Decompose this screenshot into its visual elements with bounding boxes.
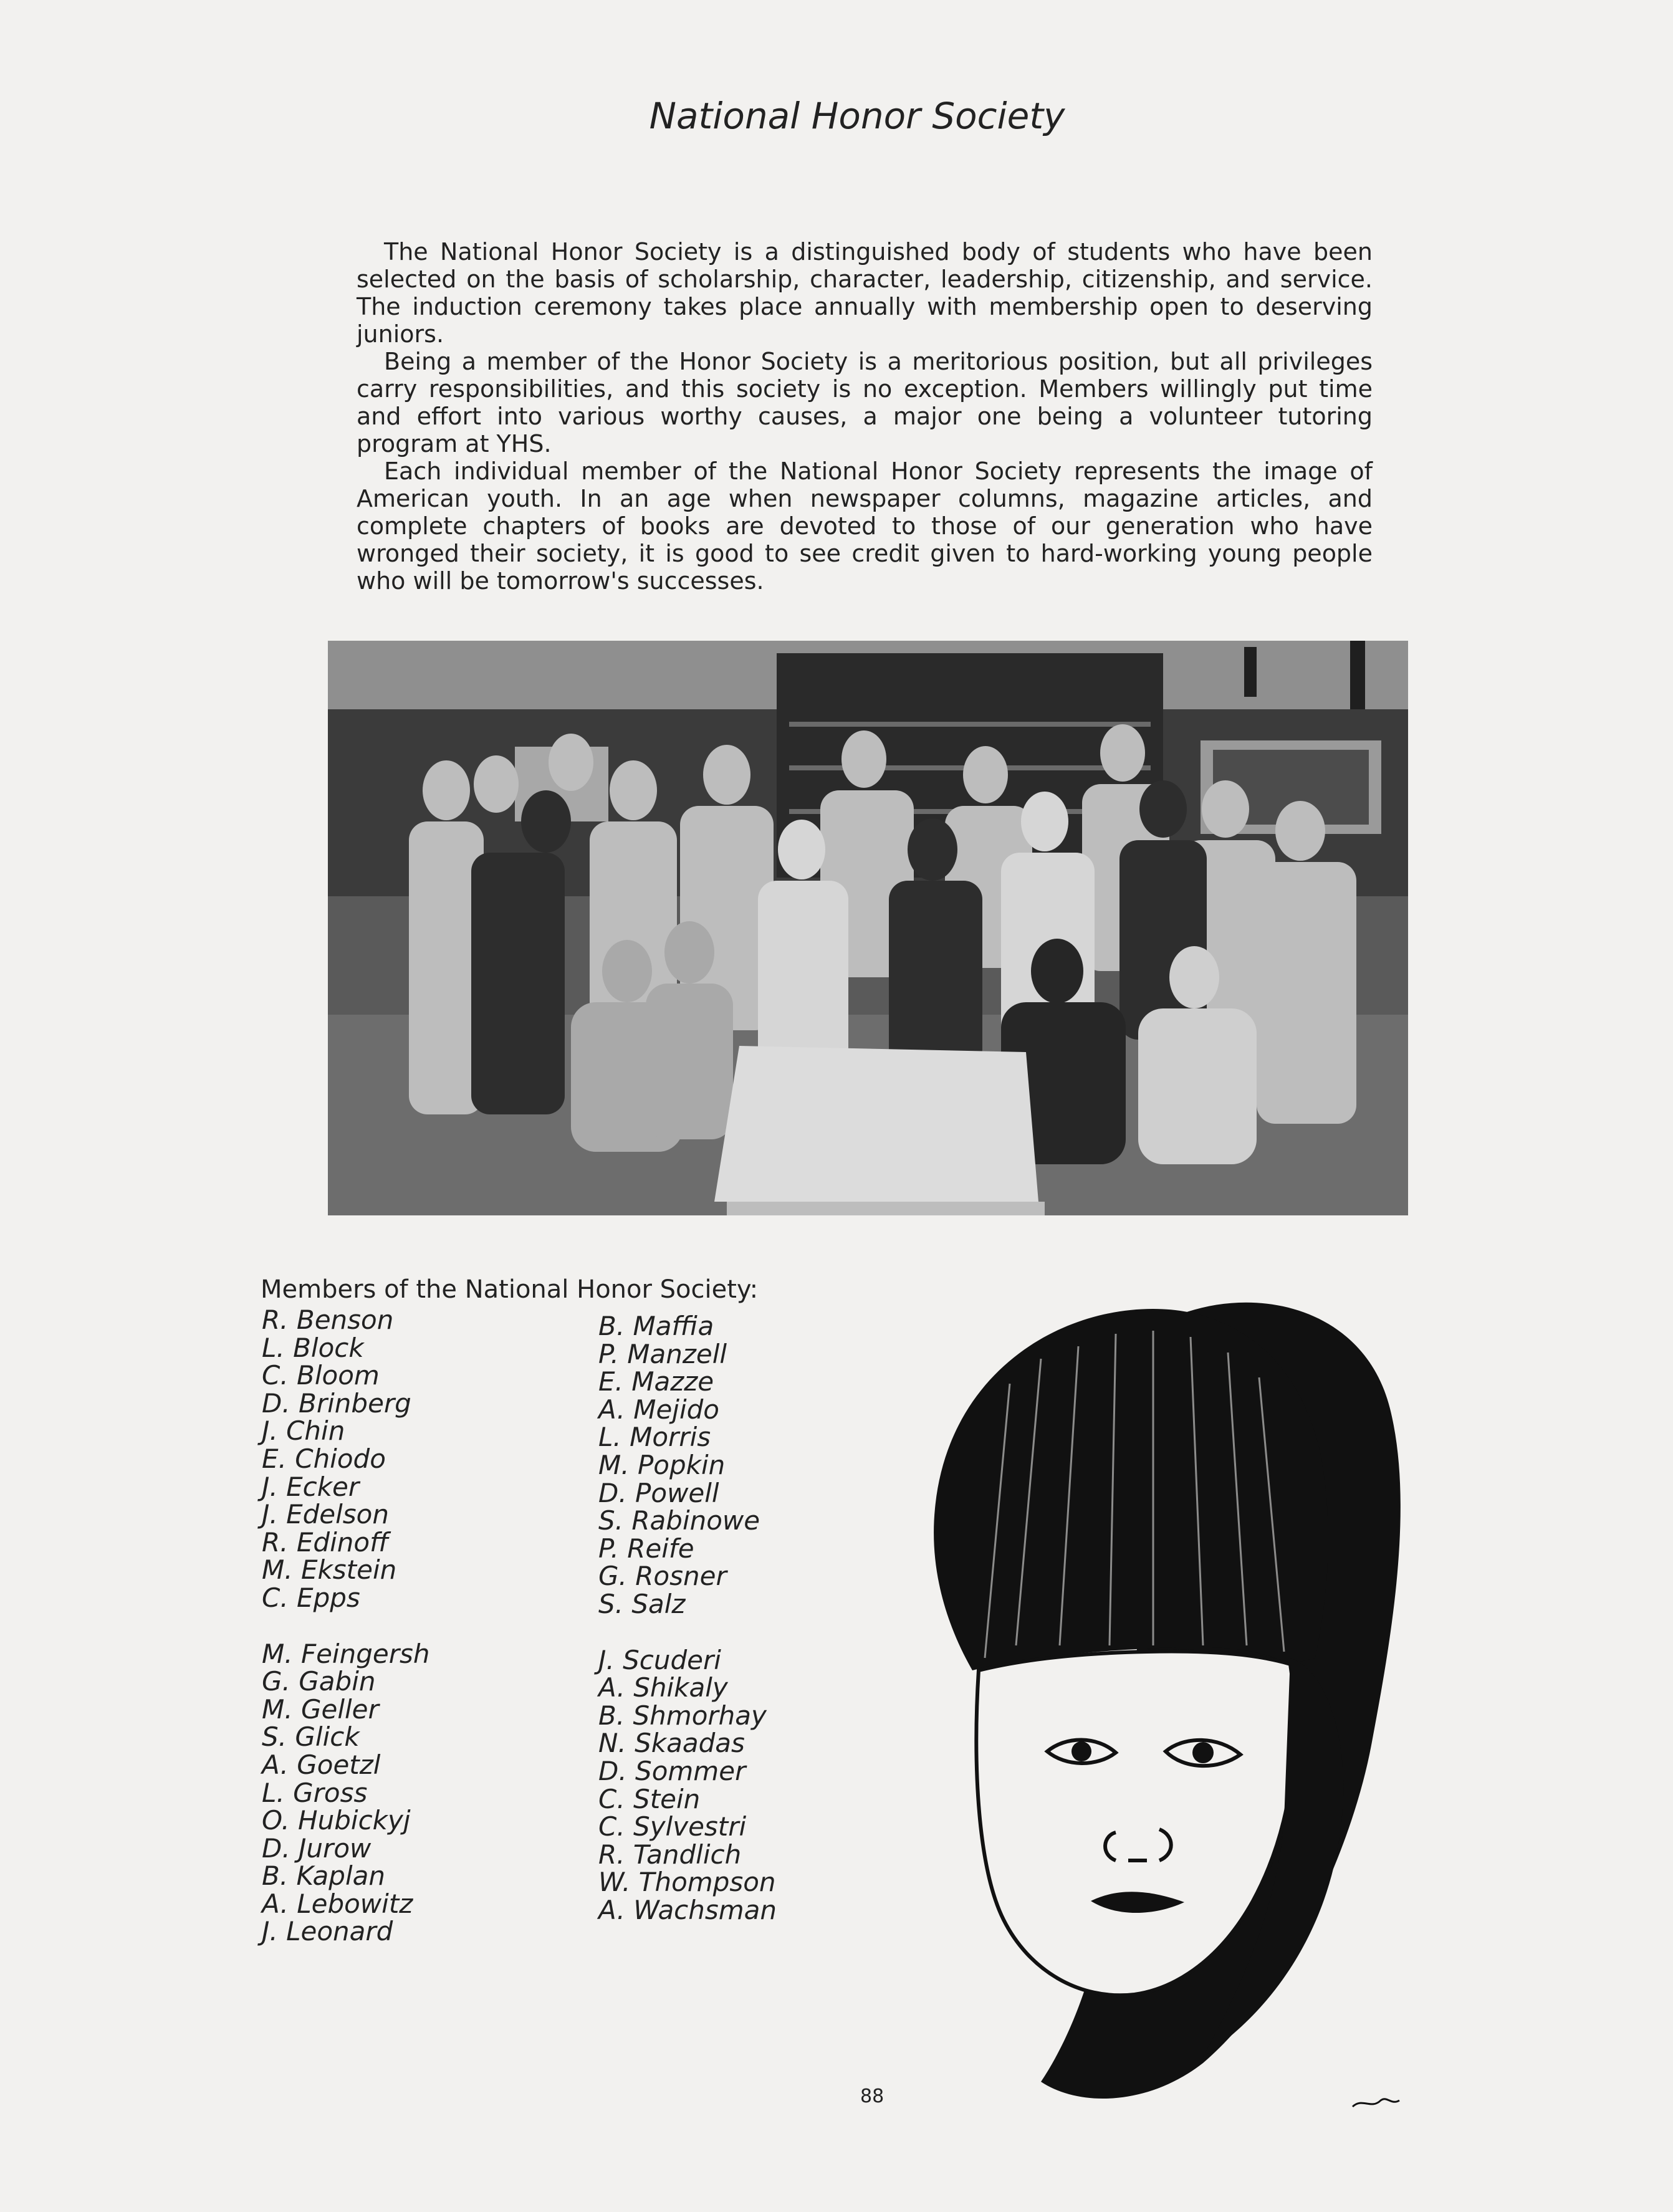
intro-text — [357, 238, 1373, 595]
intro-paragraph-1: The National Honor Society is a distinguished body of students who have been selected on the basis of scholarship, character, leadership, citizenship, and service. The induction ceremony takes place annually with membership open to deserving juniors. — [357, 238, 1373, 348]
member-name: A. Goetzl — [262, 1749, 381, 1780]
member-name: L. Gross — [262, 1777, 368, 1808]
member-name: E. Mazze — [598, 1366, 714, 1397]
group-photo-image — [328, 641, 1408, 1215]
member-name: L. Block — [262, 1332, 364, 1363]
member-name: M. Feingersh — [262, 1638, 430, 1669]
member-name: L. Morris — [598, 1422, 711, 1453]
member-name: M. Ekstein — [262, 1554, 397, 1586]
list-gap — [262, 1612, 430, 1640]
member-name: S. Rabinowe — [598, 1505, 760, 1536]
member-name: N. Skaadas — [598, 1728, 745, 1759]
group-photo — [328, 641, 1408, 1215]
member-name: J. Scuderi — [598, 1644, 721, 1675]
member-name: B. Maffia — [598, 1311, 714, 1341]
member-name: A. Mejido — [598, 1394, 719, 1425]
member-name: O. Hubickyj — [262, 1805, 411, 1836]
members-column-2 — [598, 1313, 777, 1924]
list-gap — [598, 1619, 777, 1647]
member-name: G. Gabin — [262, 1666, 376, 1697]
member-name: A. Wachsman — [598, 1894, 777, 1925]
member-name: D. Brinberg — [262, 1387, 411, 1419]
member-name: P. Reife — [598, 1533, 694, 1564]
members-column-1 — [262, 1306, 430, 1946]
member-name: R. Tandlich — [598, 1839, 742, 1870]
member-name: C. Sylvestri — [598, 1811, 747, 1842]
member-name: D. Powell — [598, 1477, 719, 1508]
member-name: R. Edinoff — [262, 1526, 389, 1558]
members-heading: Members of the National Honor Society: — [261, 1275, 759, 1304]
member-name: R. Benson — [262, 1305, 394, 1335]
member-name: S. Salz — [598, 1588, 686, 1619]
member-name: M. Popkin — [598, 1449, 726, 1480]
intro-paragraph-2: Being a member of the Honor Society is a meritorious position, but all privileges carry responsibilities, and this society is no exception. Members willingly put time and effort into various worthy causes, a major one being a volunteer tutoring program at YHS. — [357, 348, 1373, 457]
member-name: M. Geller — [262, 1693, 379, 1725]
member-name: A. Shikaly — [598, 1672, 728, 1703]
member-name: J. Ecker — [262, 1471, 360, 1502]
member-name: J. Edelson — [262, 1499, 389, 1530]
member-name: B. Shmorhay — [598, 1700, 767, 1731]
member-name: J. Chin — [262, 1415, 345, 1447]
member-name: S. Glick — [262, 1721, 360, 1753]
member-name: W. Thompson — [598, 1867, 776, 1898]
page-number: 88 — [860, 2085, 884, 2107]
member-name: B. Kaplan — [262, 1860, 385, 1892]
member-name: A. Lebowitz — [262, 1888, 413, 1919]
member-name: C. Stein — [598, 1783, 701, 1814]
member-name: P. Manzell — [598, 1338, 727, 1369]
girl-portrait-icon — [854, 1271, 1415, 2132]
intro-paragraph-3: Each individual member of the National Honor Society represents the image of American youth. In an age when newspaper columns, magazine articles, and complete chapters of books are devoted to those of our generation who have wronged their society, it is good to see credit given to hard-working young people who will be tomorrow's successes. — [357, 457, 1373, 595]
member-name: C. Bloom — [262, 1360, 380, 1391]
page-title: National Honor Society — [649, 95, 1065, 137]
member-name: J. Leonard — [262, 1916, 393, 1947]
member-name: G. Rosner — [598, 1561, 727, 1592]
member-name: C. Epps — [262, 1582, 360, 1613]
member-name: D. Jurow — [262, 1832, 372, 1864]
member-name: E. Chiodo — [262, 1443, 386, 1474]
member-name: D. Sommer — [598, 1755, 746, 1786]
portrait-illustration — [854, 1271, 1415, 2132]
